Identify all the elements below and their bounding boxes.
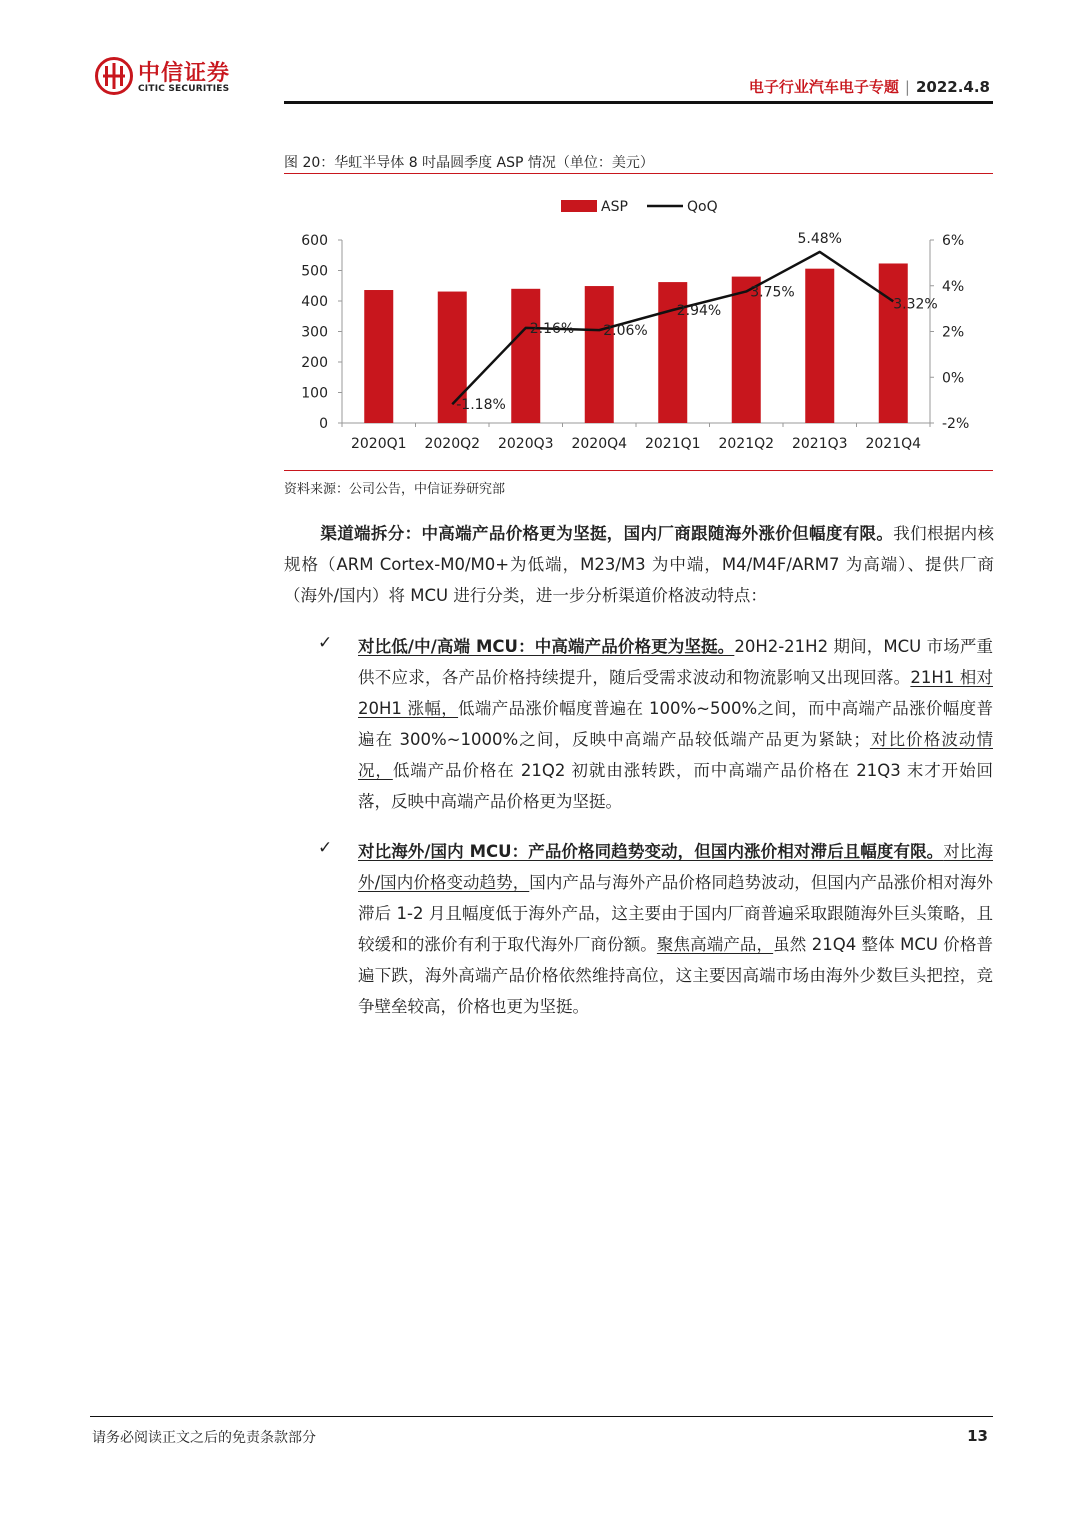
x-tick-label: 2020Q2 [424,436,481,452]
bullet-underlined-phrase: 聚焦高端产品， [656,935,774,954]
bullet-overseas-domestic [358,836,993,1022]
asp-qoq-chart [284,180,993,465]
intro-bold-lead: 渠道端拆分：中高端产品价格更为坚挺，国内厂商跟随海外涨价但幅度有限。 [320,524,894,543]
y-tick-label: 300 [301,324,328,341]
citic-logo [94,56,244,98]
citic-emblem-icon [94,56,134,96]
bullet-underlined-phrase: 21H1 相对 20H1 涨幅， [358,668,993,718]
y-tick-label: 0 [319,416,328,432]
page-number: 13 [967,1427,988,1445]
y2-tick-label: 4% [942,278,965,295]
x-tick-label: 2021Q4 [865,436,922,452]
page-header [0,0,1080,110]
y-tick-label: 600 [301,233,328,249]
report-date: 2022.4.8 [915,78,990,96]
intro-paragraph [284,518,994,611]
legend-qoq-label: QoQ [687,199,718,215]
x-tick-label: 2021Q3 [791,436,848,452]
bullet-text: 低端产品价格在 21Q2 初就由涨转跌，而中高端产品价格在 21Q3 末才开始回落，反映中高端产品价格更为坚挺。 [358,761,993,811]
qoq-data-label: 2.94% [676,302,722,319]
logo-chinese-name: 中信证券 [138,61,231,86]
y-tick-label: 200 [301,355,328,371]
bullet-underlined-phrase: 对比价格波动情况， [358,730,993,780]
bullet-text: 低端产品涨价幅度普遍在 100%~500%之间，而中高端产品涨价幅度普遍在 300%~1000%之间，反映中高端产品较低端产品更为紧缺； [358,699,993,749]
y2-tick-label: 6% [942,233,965,249]
y2-tick-label: -2% [942,416,970,432]
logo-english-name: CITIC SECURITIES [138,84,230,94]
header-separator: | [904,78,910,96]
figure-top-rule [284,173,993,174]
report-topic: 电子行业汽车电子专题 [748,78,899,96]
header-meta [749,76,990,97]
checkmark-icon: ✓ [318,633,333,653]
qoq-data-label: 2.16% [529,320,575,337]
qoq-data-label: -1.18% [456,397,506,414]
y-tick-label: 100 [301,385,328,402]
legend-asp-label: ASP [601,199,628,215]
intro-text: 我们根据内核规格（ARM Cortex-M0/M0+为低端，M23/M3 为中端，M4/M4F/ARM7 为高端）、提供厂商（海外/国内）将 MCU 进行分类，进一步分析渠道价格波动特点： [284,524,995,605]
qoq-data-label: 3.32% [893,296,938,313]
footer-divider [90,1416,993,1417]
asp-bar [585,286,614,423]
asp-bar [805,269,834,423]
footer-disclaimer: 请务必阅读正文之后的免责条款部分 [92,1430,316,1446]
x-tick-label: 2021Q1 [644,436,701,452]
x-tick-label: 2020Q3 [497,436,554,452]
figure-bottom-rule [284,470,993,471]
qoq-data-label: 3.75% [750,284,795,301]
bullet-text: 20H2-21H2 期间，MCU 市场严重供不应求，各产品价格持续提升，随后受需求波动和物流影响又出现回落。 [358,637,993,687]
y-tick-label: 400 [301,294,328,310]
bullet-text: 虽然 21Q4 整体 MCU 价格普遍下跌，海外高端产品价格依然维持高位，这主要因高端市场由海外少数巨头把控，竞争壁垒较高，价格也更为坚挺。 [358,935,994,1016]
asp-bar [364,290,393,423]
qoq-data-label: 5.48% [797,230,842,247]
y-tick-label: 500 [301,263,328,280]
checkmark-icon: ✓ [318,838,333,858]
figure-title: 图 20：华虹半导体 8 吋晶圆季度 ASP 情况（单位：美元） [284,155,654,171]
bullet-underlined-phrase: 对比海外/国内价格变动趋势， [358,842,994,892]
bullet-lead: 对比海外/国内 MCU：产品价格同趋势变动，但国内涨价相对滞后且幅度有限。 [358,842,944,861]
figure-source: 资料来源：公司公告，中信证券研究部 [284,482,506,497]
x-tick-label: 2021Q2 [718,436,775,452]
header-divider [284,101,993,104]
asp-bar [511,289,540,423]
bullet-low-mid-high [358,631,993,817]
bullet-text: 国内产品与海外产品价格同趋势波动，但国内产品涨价相对海外滞后 1-2 月且幅度低于海外产品，这主要由于国内厂商普遍采取跟随海外巨头策略，且较缓和的涨价有利于取代海外厂商份额。 [358,873,993,954]
qoq-data-label: 2.06% [603,323,648,340]
y2-tick-label: 0% [942,370,965,387]
legend-asp-swatch [561,200,597,212]
x-tick-label: 2020Q4 [571,436,628,452]
y2-tick-label: 2% [942,324,965,341]
bullet-lead: 对比低/中/高端 MCU：中高端产品价格更为坚挺。 [358,637,735,656]
x-tick-label: 2020Q1 [350,436,407,452]
asp-bar [879,263,908,423]
